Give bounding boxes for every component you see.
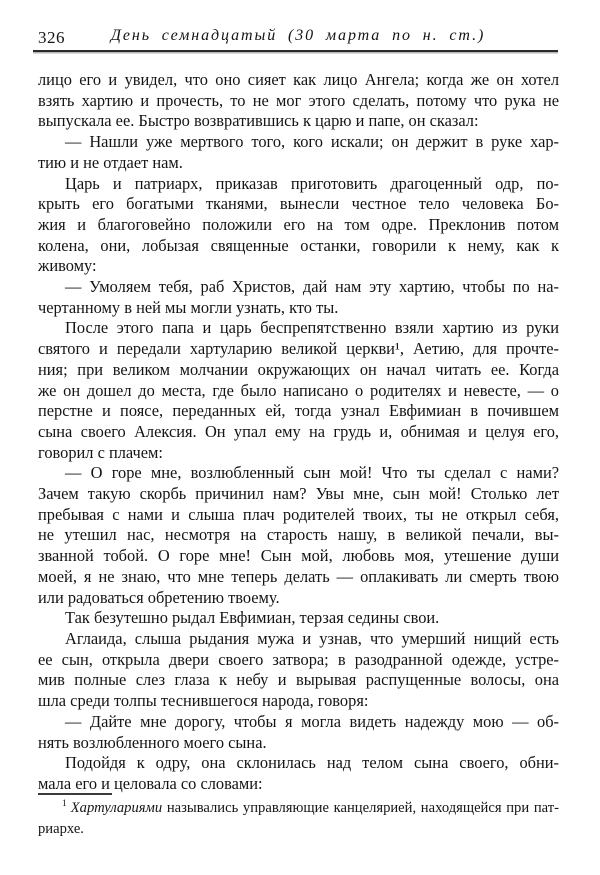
footnote-line: риархе.: [38, 820, 84, 837]
paragraph: [38, 70, 559, 132]
text-line: Подойдя к одру, она склонилась над телом сына своего, обни-: [65, 753, 559, 773]
text-line: пребывая с нами и слыша плач родителей твоих, ты не открыл себя,: [38, 504, 559, 524]
text-line: званной тобой. О горе мне! Сын мой, любовь моя, утешение души: [38, 546, 559, 566]
footnote-line: [38, 798, 559, 819]
paragraph: [38, 712, 559, 753]
text-line: крыть его богатыми тканями, вынесли честное тело человека Бо-: [38, 194, 559, 214]
paragraph: [38, 318, 559, 463]
footnote-term: Хартулариями: [70, 800, 163, 816]
paragraph: [38, 629, 559, 712]
text-line: выпускала ее. Быстро возвратившись к царю и папе, он сказал:: [38, 111, 479, 131]
paragraph: [38, 753, 559, 794]
text-line: Зачем такую скорбь причинил нам? Увы мне, сын мой! Столько лет: [38, 484, 559, 504]
paragraph: [38, 463, 559, 608]
body-text: [38, 70, 559, 795]
text-line: перстне и поясе, переданных ей, тогда узнал Евфимиан в почившем: [38, 401, 559, 421]
text-line: шла среди толпы теснившегося народа, говоря:: [38, 691, 369, 711]
text-line: моей, я не знаю, что мне теперь делать — оплакивать ли смерть твою: [38, 566, 559, 586]
text-line: — Дайте мне дорогу, чтобы я могла видеть надежду мою — об-: [65, 711, 559, 731]
text-line: взять хартию и прочесть, то не мог этого сделать, потому что рука не: [38, 90, 559, 110]
text-line: же он дошел до места, где было написано о родителях и невесте, — о: [38, 380, 559, 400]
text-line: — О горе мне, возлюбленный сын мой! Что ты сделал с нами?: [65, 463, 559, 483]
footnote-marker: 1: [62, 799, 67, 810]
paragraph: [38, 174, 559, 278]
text-line: Так безутешно рыдал Евфимиан, терзая седины свои.: [65, 608, 440, 628]
running-title: День семнадцатый (30 марта по н. ст.): [110, 27, 486, 44]
page-header: [38, 27, 558, 51]
paragraph: [38, 132, 559, 173]
text-line: не утешил нас, несмотря на старость нашу, в великой печали, вы-: [38, 525, 559, 545]
text-line: Царь и патриарх, приказав приготовить драгоценный одр, по-: [65, 173, 559, 193]
text-line: или радоваться обретению твоему.: [38, 587, 280, 607]
text-line: После этого папа и царь беспрепятственно взяли хартию из руки: [65, 318, 559, 338]
text-line: лицо его и увидел, что оно сияет как лицо Ангела; когда же он хотел: [38, 70, 559, 89]
text-line: Аглаида, слыша рыдания мужа и узнав, что умерший нищий есть: [65, 628, 559, 648]
text-line: тию и не отдает нам.: [38, 152, 183, 172]
text-line: колена, они, лобызая священные останки, говорили к нему, как к: [38, 235, 559, 255]
text-line: говорил с плачем:: [38, 442, 163, 462]
text-line: святого и передали хартуларию великой церкви¹, Аетию, для прочте-: [38, 339, 559, 359]
text-line: ния; при великом молчании окружающих он начал читать ее. Когда: [38, 359, 559, 379]
footnote: [38, 798, 559, 839]
text-line: — Умоляем тебя, раб Христов, дай нам эту хартию, чтобы по на-: [65, 277, 559, 297]
footnote-text: назывались управляющие канцелярией, находящейся при пат-: [166, 800, 560, 816]
text-line: чертанному в ней мы могли узнать, кто ты.: [38, 297, 339, 317]
page-number: 326: [38, 28, 65, 47]
paragraph: [38, 277, 559, 318]
paragraph: [38, 608, 559, 629]
text-line: мив полные слез глаза к небу и вырывая распущенные волосы, она: [38, 670, 559, 690]
text-line: мала его и целовала со словами:: [38, 773, 263, 793]
text-line: ее сын, открыла двери своего затвора; в разодранной одежде, устре-: [38, 649, 559, 669]
footnote-separator: [38, 793, 112, 795]
text-line: — Нашли уже мертвого того, кого искали; он держит в руке хар-: [65, 132, 559, 152]
header-rule: [33, 50, 558, 52]
text-line: нять возлюбленного моего сына.: [38, 732, 267, 752]
text-line: жия и благоговейно положили его на том одре. Преклонив потом: [38, 214, 559, 234]
text-line: живому:: [38, 256, 97, 276]
text-line: сына своего Алексия. Он упал ему на грудь и, обнимая и целуя его,: [38, 421, 559, 441]
